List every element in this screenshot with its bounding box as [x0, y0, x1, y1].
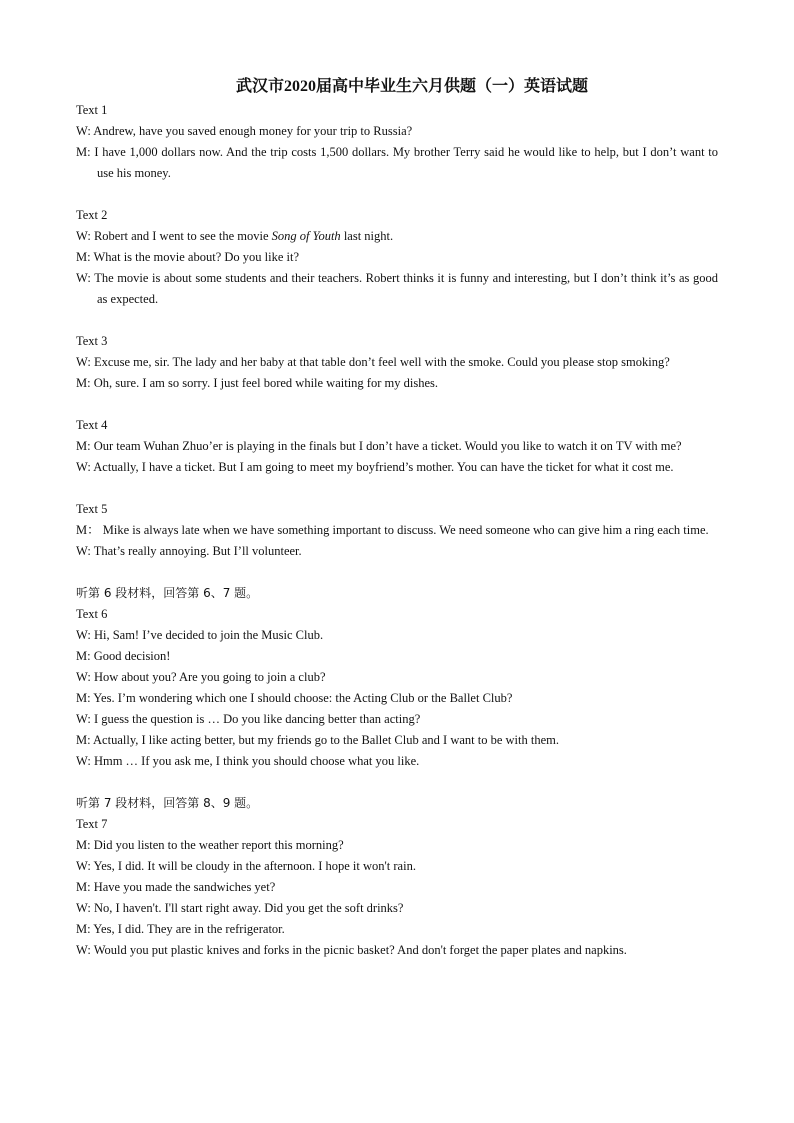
speaker-label: M: — [76, 145, 91, 159]
line-text: How about you? Are you going to join a club? — [93, 670, 326, 684]
line-text: The movie is about some students and their teachers. Robert thinks it is funny and interesting, but I don’t think it’s as good as expected. — [94, 271, 718, 306]
dialogue-line — [76, 940, 718, 961]
text-section — [76, 793, 718, 961]
dialogue-line — [76, 436, 718, 457]
dialogue-line — [76, 730, 718, 751]
speaker-label: M: — [76, 838, 91, 852]
dialogue-line — [76, 226, 718, 247]
line-text: Would you put plastic knives and forks in the picnic basket? And don't forget the paper plates and napkins. — [93, 943, 627, 957]
dialogue-line — [76, 751, 718, 772]
speaker-label: W: — [76, 754, 91, 768]
section-label: Text 3 — [76, 334, 108, 348]
speaker-label: M: — [76, 733, 91, 747]
dialogue-line — [76, 268, 718, 310]
line-text: Actually, I like acting better, but my friends go to the Ballet Club and I want to be with them. — [93, 733, 559, 747]
speaker-label: W: — [76, 355, 91, 369]
section-label: Text 5 — [76, 502, 108, 516]
text-section — [76, 499, 718, 562]
dialogue-line — [76, 121, 718, 142]
dialogue-line — [76, 520, 718, 541]
line-text: Hmm … If you ask me, I think you should choose what you like. — [93, 754, 420, 768]
document-content — [76, 74, 718, 982]
speaker-label: W: — [76, 229, 91, 243]
line-text: Yes. I’m wondering which one I should choose: the Acting Club or the Ballet Club? — [93, 691, 513, 705]
line-text: Oh, sure. I am so sorry. I just feel bored while waiting for my dishes. — [93, 376, 438, 390]
text-section — [76, 205, 718, 310]
transcript-sections — [76, 100, 718, 961]
speaker-label: W: — [76, 460, 91, 474]
dialogue-line — [76, 835, 718, 856]
speaker-label: W: — [76, 670, 91, 684]
dialogue-line — [76, 247, 718, 268]
dialogue-line — [76, 625, 718, 646]
movie-title: Song of Youth — [271, 229, 341, 243]
dialogue-line — [76, 877, 718, 898]
dialogue-line — [76, 667, 718, 688]
speaker-label: W: — [76, 712, 91, 726]
dialogue-line — [76, 898, 718, 919]
line-text: Hi, Sam! I’ve decided to join the Music Club. — [93, 628, 324, 642]
speaker-label: M: — [76, 922, 91, 936]
line-text: Good decision! — [93, 649, 171, 663]
speaker-label: W: — [76, 901, 91, 915]
section-label: Text 2 — [76, 208, 108, 222]
line-text: Our team Wuhan Zhuo’er is playing in the finals but I don’t have a ticket. Would you like to watch it on TV with me? — [93, 439, 682, 453]
text-section — [76, 415, 718, 478]
speaker-label: W: — [76, 943, 91, 957]
speaker-label: W: — [76, 544, 91, 558]
dialogue-line — [76, 646, 718, 667]
line-text: That’s really annoying. But I’ll volunteer. — [93, 544, 302, 558]
speaker-label: W: — [76, 271, 91, 285]
text-section — [76, 331, 718, 394]
dialogue-line — [76, 919, 718, 940]
line-text: Have you made the sandwiches yet? — [93, 880, 276, 894]
line-text: last night. — [340, 229, 394, 243]
dialogue-line — [76, 541, 718, 562]
page-title: 武汉市2020届高中毕业生六月供题（一）英语试题 — [235, 78, 588, 95]
dialogue-line — [76, 142, 718, 184]
section-label: Text 4 — [76, 418, 108, 432]
speaker-label: M: — [76, 250, 91, 264]
line-text: Excuse me, sir. The lady and her baby at that table don’t feel well with the smoke. Could you please stop smoking? — [93, 355, 670, 369]
dialogue-line — [76, 709, 718, 730]
dialogue-line — [76, 688, 718, 709]
speaker-label: W: — [76, 859, 91, 873]
section-label: Text 6 — [76, 607, 108, 621]
section-label: Text 1 — [76, 103, 108, 117]
line-text: I guess the question is … Do you like dancing better than acting? — [93, 712, 421, 726]
dialogue-line — [76, 352, 718, 373]
line-text: Yes, I did. It will be cloudy in the afternoon. I hope it won't rain. — [93, 859, 416, 873]
line-text: Robert and I went to see the movie — [93, 229, 272, 243]
text-section — [76, 583, 718, 772]
speaker-label: M: — [76, 376, 91, 390]
dialogue-line — [76, 457, 718, 478]
text-section — [76, 100, 718, 184]
line-text: Did you listen to the weather report this morning? — [93, 838, 344, 852]
line-text: Mike is always late when we have something important to discuss. We need someone who can give him a ring each time. — [102, 523, 709, 537]
speaker-label: M: — [76, 649, 91, 663]
section-instruction: 听第 6 段材料，回答第 6、7 题。 — [76, 586, 259, 600]
speaker-label: M： — [76, 523, 100, 537]
line-text: What is the movie about? Do you like it? — [93, 250, 300, 264]
line-text: No, I haven't. I'll start right away. Did you get the soft drinks? — [93, 901, 404, 915]
speaker-label: W: — [76, 628, 91, 642]
dialogue-line — [76, 856, 718, 877]
line-text: I have 1,000 dollars now. And the trip costs 1,500 dollars. My brother Terry said he would like to help, but I don’t want to use his money. — [94, 145, 719, 180]
line-text: Actually, I have a ticket. But I am going to meet my boyfriend’s mother. You can have the ticket for what it cost me. — [93, 460, 674, 474]
speaker-label: M: — [76, 880, 91, 894]
section-instruction: 听第 7 段材料，回答第 8、9 题。 — [76, 796, 259, 810]
dialogue-line — [76, 373, 718, 394]
section-label: Text 7 — [76, 817, 108, 831]
speaker-label: M: — [76, 439, 91, 453]
line-text: Andrew, have you saved enough money for your trip to Russia? — [93, 124, 413, 138]
speaker-label: M: — [76, 691, 91, 705]
line-text: Yes, I did. They are in the refrigerator. — [93, 922, 285, 936]
speaker-label: W: — [76, 124, 91, 138]
